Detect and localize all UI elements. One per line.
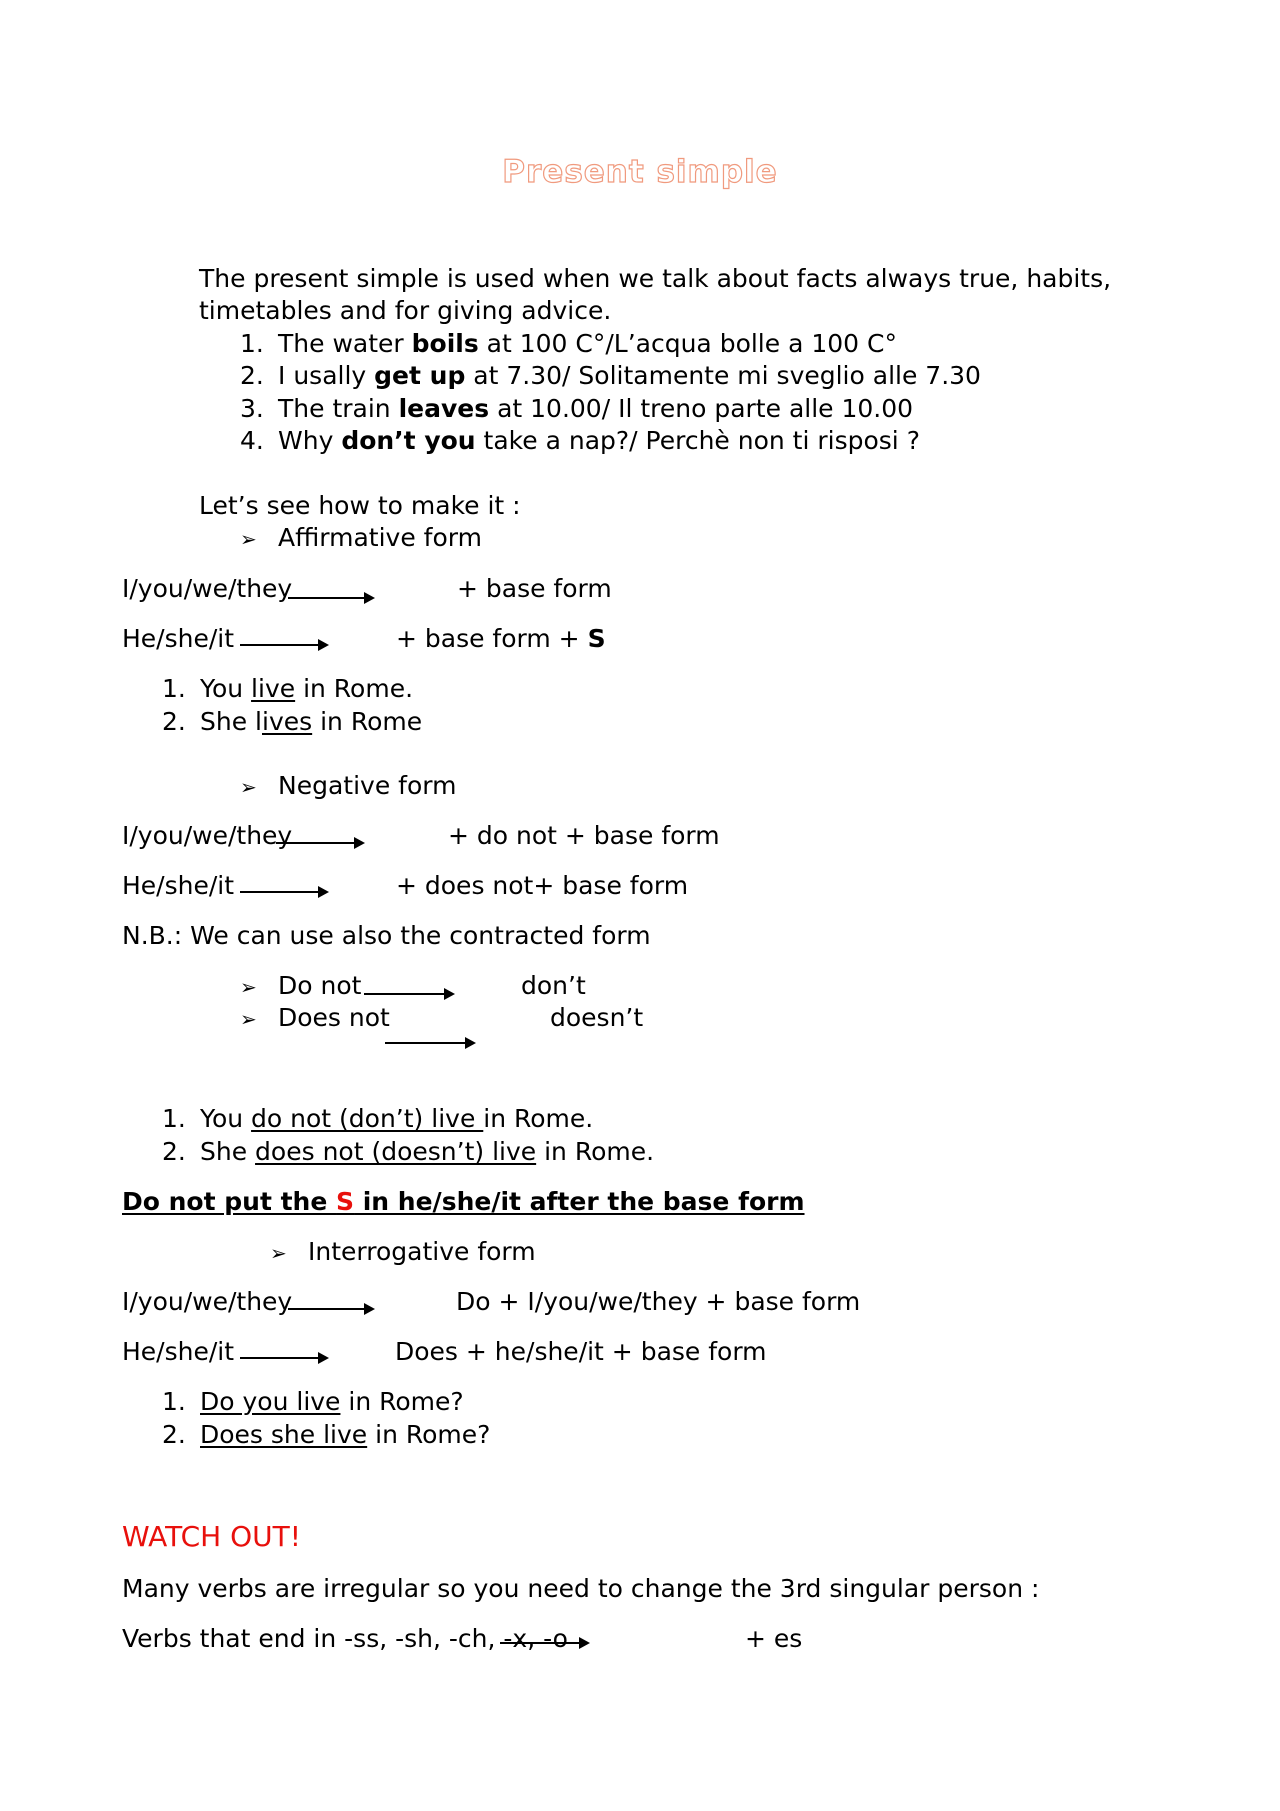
- arrow-bullet-icon: ➢: [240, 975, 257, 999]
- contraction-2-result: doesn’t: [550, 1003, 644, 1032]
- right-arrow-icon: [240, 891, 327, 893]
- interrogative-example-2: 2. Does she live in Rome?: [162, 1420, 491, 1449]
- affirmative-example-1: 1. You live in Rome.: [162, 674, 414, 703]
- right-arrow-icon: [240, 1357, 327, 1359]
- example-2: 2. I usally get up at 7.30/ Solitamente mi sveglio alle 7.30: [240, 361, 981, 390]
- right-arrow-icon: [276, 842, 363, 844]
- arrow-bullet-icon: ➢: [270, 1241, 287, 1265]
- affirmative-example-2: 2. She lives in Rome: [162, 707, 423, 736]
- how-to-line: Let’s see how to make it :: [199, 491, 521, 520]
- list-number: 2.: [240, 361, 264, 390]
- interrogative-heading: ➢ Interrogative form: [270, 1237, 536, 1266]
- affirmative-subject-singular: He/she/it: [122, 624, 235, 653]
- irregular-note: Many verbs are irregular so you need to change the 3rd singular person :: [122, 1574, 1040, 1603]
- right-arrow-icon: [288, 1308, 373, 1310]
- example-4: 4. Why don’t you take a nap?/ Perchè non ti risposi ?: [240, 426, 920, 455]
- intro-line-1: The present simple is used when we talk about facts always true, habits,: [199, 264, 1112, 293]
- verb-ending-rule: Verbs that end in -ss, -sh, -ch, -x, -o: [122, 1624, 568, 1653]
- intro-line-2: timetables and for giving advice.: [199, 296, 612, 325]
- interrogative-rule-plural: Do + I/you/we/they + base form: [456, 1287, 861, 1316]
- watch-out-heading: WATCH OUT!: [122, 1520, 301, 1553]
- nb-note: N.B.: We can use also the contracted form: [122, 921, 651, 950]
- right-arrow-icon: [364, 993, 453, 995]
- affirmative-heading: ➢ Affirmative form: [240, 523, 482, 552]
- list-number: 1.: [240, 329, 264, 358]
- contraction-1-result: don’t: [521, 971, 586, 1000]
- negative-example-2: 2. She does not (doesn’t) live in Rome.: [162, 1137, 655, 1166]
- right-arrow-icon: [385, 1042, 474, 1044]
- example-3: 3. The train leaves at 10.00/ Il treno parte alle 10.00: [240, 394, 914, 423]
- negative-heading: ➢ Negative form: [240, 771, 457, 800]
- page-title: Present simple: [502, 154, 778, 190]
- right-arrow-icon: [288, 597, 373, 599]
- right-arrow-icon: [240, 644, 327, 646]
- list-number: 3.: [240, 394, 264, 423]
- negative-example-1: 1. You do not (don’t) live in Rome.: [162, 1104, 594, 1133]
- verb-ending-result: + es: [745, 1624, 803, 1653]
- example-1: 1. The water boils at 100 C°/L’acqua bolle a 100 C°: [240, 329, 897, 358]
- arrow-bullet-icon: ➢: [240, 775, 257, 799]
- arrow-bullet-icon: ➢: [240, 527, 257, 551]
- interrogative-subject-plural: I/you/we/they: [122, 1287, 293, 1316]
- negative-subject-plural: I/you/we/they: [122, 821, 293, 850]
- negative-subject-singular: He/she/it: [122, 871, 235, 900]
- affirmative-rule-plural: + base form: [457, 574, 612, 603]
- list-number: 4.: [240, 426, 264, 455]
- arrow-bullet-icon: ➢: [240, 1007, 257, 1031]
- right-arrow-icon: [500, 1642, 588, 1644]
- interrogative-subject-singular: He/she/it: [122, 1337, 235, 1366]
- negative-rule-singular: + does not+ base form: [396, 871, 689, 900]
- affirmative-subject-plural: I/you/we/they: [122, 574, 293, 603]
- interrogative-example-1: 1. Do you live in Rome?: [162, 1387, 464, 1416]
- affirmative-rule-singular: + base form + S: [396, 624, 606, 653]
- contraction-1: ➢ Do not: [240, 971, 362, 1000]
- contraction-2: ➢ Does not: [240, 1003, 390, 1032]
- negative-rule-plural: + do not + base form: [448, 821, 720, 850]
- interrogative-rule-singular: Does + he/she/it + base form: [395, 1337, 767, 1366]
- rule-note: Do not put the S in he/she/it after the base form: [122, 1187, 805, 1216]
